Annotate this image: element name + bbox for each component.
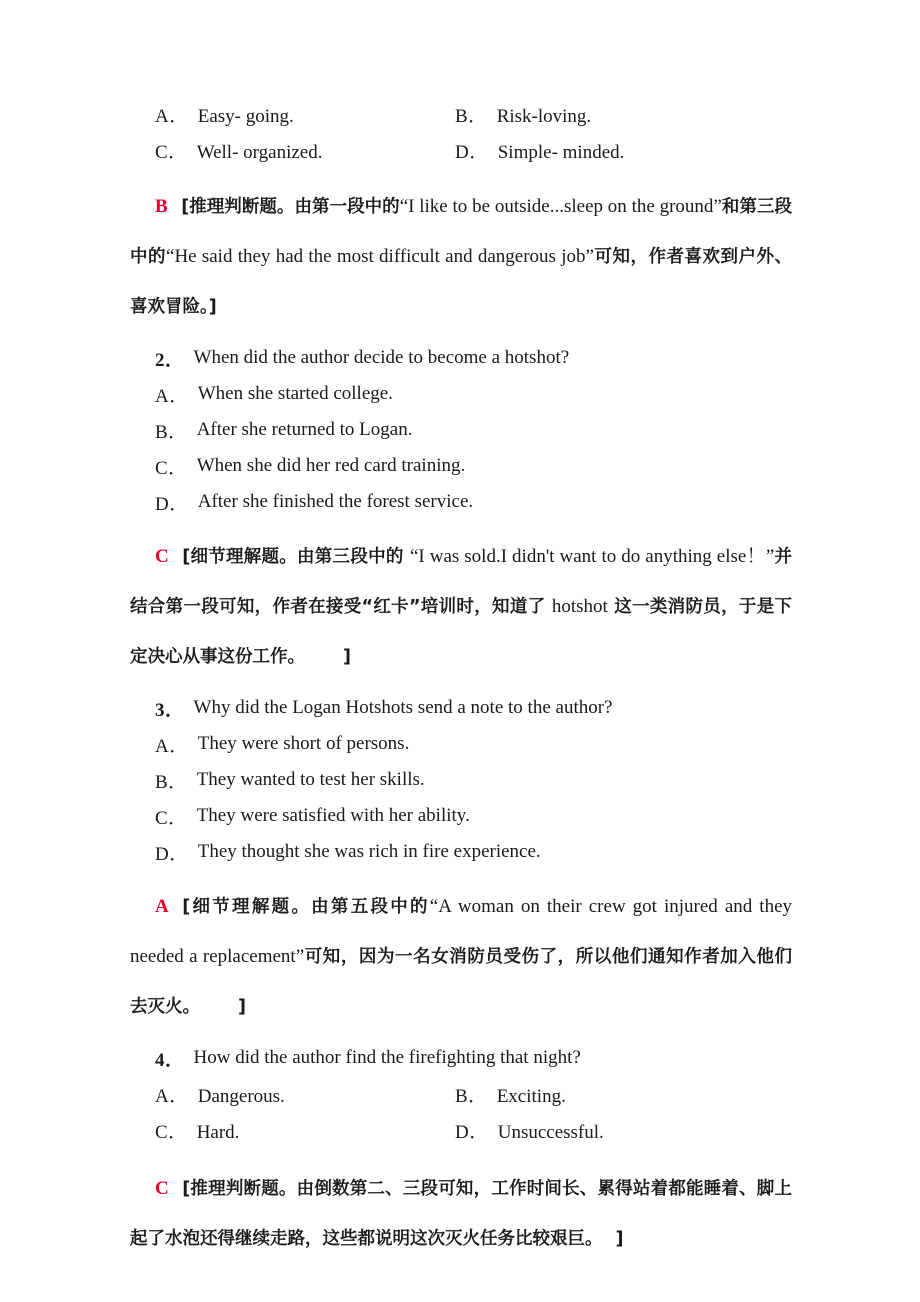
q2-explanation <box>130 532 792 682</box>
spacer <box>130 1032 792 1040</box>
option-label: B． <box>155 771 188 793</box>
option-label: C． <box>155 141 188 163</box>
answer-letter: C <box>155 546 170 567</box>
option-text: They thought she was rich in fire experience. <box>197 841 541 862</box>
explanation-bracket: ] <box>343 647 351 667</box>
option-text: When she started college. <box>197 383 393 404</box>
option-text: Easy- going. <box>197 105 294 127</box>
option-item[interactable] <box>130 448 792 484</box>
spacer <box>130 870 792 882</box>
explanation-segment: 可知，作者喜欢到户外、喜欢冒险。] <box>130 247 793 317</box>
option-text: Exciting. <box>496 1085 566 1107</box>
option-item[interactable] <box>130 834 792 870</box>
option-row <box>130 1076 792 1112</box>
option-row <box>130 1112 792 1148</box>
option-item[interactable] <box>130 484 792 520</box>
option-item[interactable] <box>130 376 792 412</box>
question-number: 3． <box>155 699 185 721</box>
question-text: When did the author decide to become a hotshot? <box>193 347 570 368</box>
spacer <box>130 168 792 182</box>
explanation-segment: [细节理解题。由第五段中的 <box>182 897 430 917</box>
option-label: D． <box>455 141 489 163</box>
option-item[interactable] <box>455 137 785 164</box>
question-number: 2． <box>155 349 185 371</box>
question-number: 4． <box>155 1049 185 1071</box>
explanation-bracket: ] <box>238 997 246 1017</box>
explanation-segment: 和第三段中的 <box>130 197 793 267</box>
option-label: D． <box>155 843 189 865</box>
explanation-quote: “I like to be outside...sleep on the ground” <box>399 196 722 217</box>
spacer <box>130 1148 792 1164</box>
option-text: Dangerous. <box>197 1085 285 1107</box>
q4-options <box>130 1076 792 1148</box>
answer-letter: C <box>155 1178 170 1199</box>
spacer <box>130 332 792 340</box>
question-3-stem <box>130 690 792 726</box>
question-4-stem <box>130 1040 792 1076</box>
option-item[interactable] <box>130 137 455 164</box>
option-label: A． <box>155 1085 189 1107</box>
option-item[interactable] <box>130 726 792 762</box>
q3-explanation <box>130 882 792 1032</box>
option-label: C． <box>155 807 188 829</box>
option-label: C． <box>155 457 188 479</box>
explanation-segment: 可知，因为一名女消防员受伤了，所以他们通知作者加入他们去灭火。 <box>130 947 793 1017</box>
option-text: After she returned to Logan. <box>196 419 413 440</box>
answer-letter: A <box>155 896 170 917</box>
option-label: D． <box>155 493 189 515</box>
option-label: B． <box>455 1085 488 1107</box>
page-content <box>130 96 792 1264</box>
option-item[interactable] <box>130 762 792 798</box>
option-label: B． <box>155 421 188 443</box>
explanation-quote: “A woman on their crew got injured and they needed a replacement” <box>130 896 793 967</box>
question-text: Why did the Logan Hotshots send a note to the author? <box>193 697 613 718</box>
option-text: Hard. <box>196 1121 240 1143</box>
option-label: D． <box>455 1121 489 1143</box>
explanation-quote: “He said they had the most difficult and dangerous job” <box>166 246 594 267</box>
question-text: How did the author find the firefighting that night? <box>193 1047 581 1068</box>
option-label: C． <box>155 1121 188 1143</box>
option-item[interactable] <box>130 412 792 448</box>
option-label: A． <box>155 385 189 407</box>
option-row <box>130 132 792 168</box>
option-item[interactable] <box>130 1117 455 1144</box>
option-label: A． <box>155 105 189 127</box>
option-text: Simple- minded. <box>497 141 625 163</box>
spacer <box>130 520 792 532</box>
explanation-segment: 并结合第一段可知，作者在接受“红卡”培训时，知道了 <box>130 547 793 617</box>
explanation-segment: [推理判断题。由倒数第二、三段可知，工作时间长、累得站着都能睡着、脚上起了水泡还得继续走路，这些都说明这次灭火任务比较艰巨。 <box>130 1179 792 1249</box>
option-label: A． <box>155 735 189 757</box>
option-item[interactable] <box>455 1081 785 1108</box>
answer-letter: B <box>155 196 169 217</box>
explanation-bracket: ] <box>615 1229 624 1249</box>
explanation-term: hotshot <box>551 596 608 617</box>
option-item[interactable] <box>455 101 785 128</box>
option-text: When she did her red card training. <box>196 455 466 476</box>
explanation-quote: “I was sold.I didn't want to do anything else！” <box>409 546 775 567</box>
option-text: Risk-loving. <box>496 105 592 127</box>
option-item[interactable] <box>130 798 792 834</box>
option-item[interactable] <box>455 1117 785 1144</box>
option-text: After she finished the forest service. <box>197 491 474 512</box>
option-row <box>130 96 792 132</box>
q4-explanation <box>130 1164 792 1264</box>
q1-explanation <box>130 182 792 332</box>
option-text: They wanted to test her skills. <box>196 769 425 790</box>
option-text: They were satisfied with her ability. <box>196 805 470 826</box>
option-text: They were short of persons. <box>197 733 410 754</box>
option-label: B． <box>455 105 488 127</box>
explanation-segment: [推理判断题。由第一段中的 <box>181 197 400 217</box>
option-item[interactable] <box>130 101 455 128</box>
explanation-segment: [细节理解题。由第三段中的 <box>182 547 410 567</box>
option-text: Well- organized. <box>196 141 323 163</box>
q1-options <box>130 96 792 168</box>
question-2-stem <box>130 340 792 376</box>
explanation-segment: 这一类消防员，于是下定决心从事这份工作。 <box>130 597 793 667</box>
option-text: Unsuccessful. <box>497 1121 604 1143</box>
option-item[interactable] <box>130 1081 455 1108</box>
spacer <box>130 682 792 690</box>
